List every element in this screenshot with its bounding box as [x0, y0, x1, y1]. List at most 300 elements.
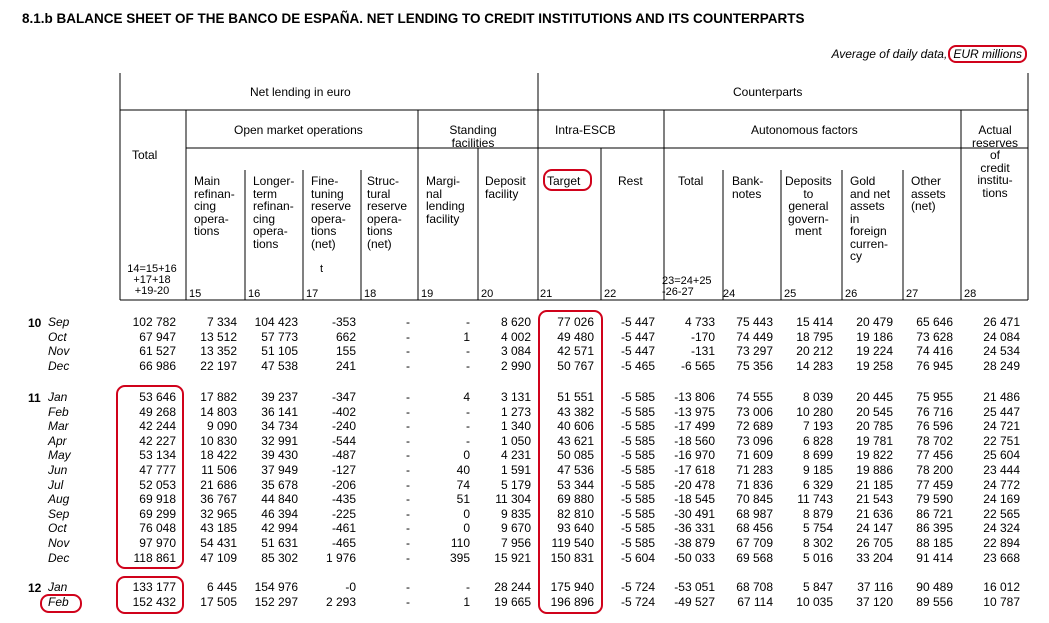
month-label: Sep: [48, 506, 70, 521]
table-cell: 2 990: [500, 358, 531, 373]
table-cell: -5 585: [620, 536, 655, 550]
table-cell: 1: [463, 329, 470, 344]
header-rest: Rest: [618, 174, 643, 188]
column-number: 20: [481, 288, 494, 300]
table-cell: 395: [449, 550, 470, 565]
year-label: 12: [28, 581, 42, 595]
table-cell: -5 585: [620, 433, 655, 448]
table-cell: 86 721: [916, 506, 953, 521]
table-cell: -30 491: [674, 506, 715, 521]
table-cell: 19 822: [856, 448, 893, 463]
month-label: Oct: [48, 329, 67, 344]
target-header-highlight: [543, 169, 592, 191]
table-cell: 67 947: [139, 329, 176, 344]
header-deposit-facility: Deposit facility: [485, 174, 526, 201]
table-cell: 71 836: [736, 477, 773, 492]
table-cell: 70 845: [736, 492, 773, 507]
table-cell: 19 665: [494, 594, 531, 609]
table-cell: 73 628: [916, 329, 953, 344]
table-cell: 46 394: [261, 506, 298, 521]
table-cell: 2 293: [325, 594, 356, 609]
table-cell: 93 640: [557, 521, 594, 536]
table-cell: -50 033: [674, 550, 715, 565]
table-cell: 22 197: [200, 358, 237, 373]
month-label: Jan: [48, 580, 68, 594]
table-cell: -240: [331, 419, 356, 434]
table-cell: 76 945: [916, 358, 953, 373]
month-label: Dec: [48, 358, 70, 373]
formula-total: 14=15+16 +17+18 +19-20: [127, 263, 177, 297]
table-cell: 79 590: [916, 492, 953, 507]
table-cell: 21 686: [200, 477, 237, 492]
table-cell: -5 585: [620, 506, 655, 521]
table-cell: -5 585: [620, 477, 655, 492]
formula-t: t: [320, 263, 324, 275]
table-cell: 69 880: [557, 492, 594, 507]
table-cell: -: [406, 580, 410, 594]
table-cell: -435: [331, 492, 356, 507]
table-cell: -: [466, 358, 470, 373]
table-cell: 50 085: [557, 448, 594, 463]
table-cell: 1: [463, 594, 470, 609]
table-cell: 22 751: [983, 433, 1020, 448]
table-cell: 19 781: [856, 433, 893, 448]
header-af-total: Total: [678, 174, 704, 188]
table-cell: 76 596: [916, 419, 953, 434]
table-cell: 74 449: [736, 329, 773, 344]
table-cell: 67 114: [737, 594, 773, 609]
table-cell: 51: [456, 492, 470, 507]
header-net-lending: Net lending in euro: [250, 85, 351, 99]
table-cell: -5 447: [620, 329, 655, 344]
table-cell: 1 050: [500, 433, 531, 448]
table-cell: 0: [463, 448, 470, 463]
table-cell: 28 249: [983, 358, 1020, 373]
table-cell: 47 538: [261, 358, 298, 373]
table-cell: 37 120: [856, 594, 893, 609]
table-cell: -: [406, 433, 410, 448]
table-cell: 86 395: [916, 521, 953, 536]
table-cell: 42 227: [139, 433, 176, 448]
table-cell: 241: [335, 358, 356, 373]
table-cell: 20 212: [796, 344, 833, 359]
table-cell: 110: [450, 536, 470, 550]
table-cell: -: [406, 492, 410, 507]
table-cell: 662: [335, 329, 356, 344]
column-number: 27: [906, 288, 919, 300]
table-cell: 10 830: [200, 433, 237, 448]
table-cell: 47 536: [557, 463, 594, 477]
table-cell: 75 443: [736, 315, 773, 329]
table-cell: 73 096: [736, 433, 773, 448]
table-cell: 17 882: [200, 390, 237, 404]
table-cell: -: [406, 536, 410, 550]
month-label: Jun: [48, 463, 68, 477]
table-cell: 37 116: [857, 580, 893, 594]
table-cell: 51 631: [261, 536, 298, 550]
table-cell: 32 965: [200, 506, 237, 521]
column-number: 19: [421, 288, 434, 300]
table-cell: 5 179: [500, 477, 531, 492]
table-cell: 9 670: [500, 521, 531, 536]
table-cell: -5 585: [620, 390, 655, 404]
table-cell: 4 231: [500, 448, 531, 463]
table-cell: 13 352: [200, 344, 237, 359]
table-cell: 42 994: [261, 521, 298, 536]
target-column-highlight: [538, 310, 603, 614]
table-cell: 82 810: [557, 506, 594, 521]
table-cell: -17 499: [674, 419, 715, 434]
table-cell: 50 767: [557, 358, 594, 373]
table-cell: 9 090: [206, 419, 237, 434]
table-cell: 8 620: [500, 315, 531, 329]
table-cell: 20 785: [856, 419, 893, 434]
table-cell: 20 445: [856, 390, 893, 404]
table-cell: 69 299: [139, 506, 176, 521]
header-longer-term: Longer- term refinan- cing opera- tions: [253, 174, 295, 251]
table-cell: -5 585: [620, 448, 655, 463]
column-number: 25: [784, 288, 797, 300]
column-number: 24: [723, 288, 736, 300]
table-cell: 47 777: [139, 463, 176, 477]
table-cell: -: [466, 404, 470, 419]
table-cell: -: [466, 433, 470, 448]
table-cell: 68 987: [736, 506, 773, 521]
table-cell: 11 304: [495, 492, 531, 507]
table-cell: 78 200: [916, 463, 953, 477]
column-number: 18: [364, 288, 377, 300]
header-gold-foreign: Gold and net assets in foreign curren- cy: [850, 174, 891, 263]
table-cell: 1 976: [325, 550, 356, 565]
table-cell: 67 709: [736, 536, 773, 550]
table-cell: 9 835: [500, 506, 531, 521]
table-cell: -13 806: [674, 390, 715, 404]
table-cell: 7 193: [802, 419, 833, 434]
month-label: Nov: [48, 536, 70, 550]
table-cell: -: [406, 329, 410, 344]
column-number: 26: [845, 288, 858, 300]
table-cell: 35 678: [261, 477, 298, 492]
table-cell: -5 724: [620, 580, 655, 594]
table-cell: 23 668: [983, 550, 1020, 565]
month-label: Feb: [48, 404, 69, 419]
units-note-units: EUR millions: [948, 45, 1027, 63]
table-cell: -347: [331, 390, 356, 404]
table-cell: -0: [345, 580, 356, 594]
table-cell: -5 585: [620, 419, 655, 434]
table-cell: 71 609: [736, 448, 773, 463]
table-cell: -: [406, 506, 410, 521]
header-other-assets: Other assets (net): [911, 174, 946, 213]
table-cell: 51 551: [557, 390, 594, 404]
table-cell: 39 430: [261, 448, 298, 463]
table-cell: 155: [335, 344, 356, 359]
table-cell: 4: [463, 390, 470, 404]
table-cell: 18 795: [796, 329, 833, 344]
table-cell: -: [406, 550, 410, 565]
table-cell: -5 465: [620, 358, 655, 373]
table-cell: -18 545: [674, 492, 715, 507]
year-label: 11: [28, 391, 41, 405]
table-cell: 73 006: [736, 404, 773, 419]
table-cell: -206: [331, 477, 356, 492]
table-cell: 8 699: [802, 448, 833, 463]
month-label: May: [48, 448, 71, 463]
table-cell: -36 331: [674, 521, 715, 536]
table-cell: -20 478: [674, 477, 715, 492]
table-cell: -: [406, 344, 410, 359]
table-cell: 74: [456, 477, 470, 492]
column-number: 22: [604, 288, 617, 300]
header-structural: Struc- tural reserve opera- tions (net): [367, 174, 408, 251]
table-cell: 72 689: [736, 419, 773, 434]
table-cell: -: [406, 404, 410, 419]
table-cell: 34 734: [261, 419, 298, 434]
table-cell: 90 489: [916, 580, 953, 594]
table-cell: 40: [456, 463, 470, 477]
table-cell: 28 244: [494, 580, 531, 594]
table-cell: -17 618: [674, 463, 715, 477]
table-cell: -487: [331, 448, 356, 463]
table-cell: 8 879: [802, 506, 833, 521]
table-cell: 77 026: [557, 315, 594, 329]
month-label: Dec: [48, 550, 70, 565]
table-cell: 65 646: [916, 315, 953, 329]
table-cell: 52 053: [139, 477, 176, 492]
table-cell: 1 340: [500, 419, 531, 434]
table-cell: 9 185: [802, 463, 833, 477]
table-cell: 74 416: [916, 344, 953, 359]
header-intra-escb: Intra-ESCB: [555, 123, 616, 137]
table-cell: -353: [331, 315, 356, 329]
table-cell: 196 896: [550, 594, 594, 609]
table-cell: 152 432: [132, 594, 176, 609]
table-cell: 91 414: [916, 550, 953, 565]
table-cell: -: [466, 315, 470, 329]
table-cell: -49 527: [674, 594, 715, 609]
table-cell: 23 444: [983, 463, 1020, 477]
table-cell: 75 955: [916, 390, 953, 404]
table-cell: 0: [463, 506, 470, 521]
table-cell: -: [406, 448, 410, 463]
feb-2012-highlight: [40, 594, 82, 613]
table-cell: 53 344: [557, 477, 594, 492]
table-cell: 20 545: [856, 404, 893, 419]
table-cell: 32 991: [261, 433, 298, 448]
table-cell: 39 237: [261, 390, 298, 404]
table-cell: 4 002: [500, 329, 531, 344]
table-cell: 175 940: [550, 580, 594, 594]
header-banknotes: Bank- notes: [732, 174, 764, 201]
table-cell: -225: [331, 506, 356, 521]
table-cell: 20 479: [856, 315, 893, 329]
table-cell: 25 447: [983, 404, 1020, 419]
table-cell: 61 527: [139, 344, 176, 359]
month-label: Nov: [48, 344, 70, 359]
table-cell: 44 840: [261, 492, 298, 507]
table-cell: -127: [331, 463, 356, 477]
total-2012-highlight: [116, 576, 184, 614]
table-cell: -: [466, 580, 470, 594]
table-cell: 73 297: [736, 344, 773, 359]
table-cell: 89 556: [916, 594, 953, 609]
table-cell: -: [406, 358, 410, 373]
table-cell: 15 921: [494, 550, 531, 565]
table-cell: -: [406, 390, 410, 404]
table-cell: 21 486: [983, 390, 1020, 404]
table-cell: 119 540: [551, 536, 594, 550]
table-cell: -465: [331, 536, 356, 550]
table-cell: 6 828: [802, 433, 833, 448]
table-cell: 49 480: [557, 329, 594, 344]
table-cell: 8 302: [802, 536, 833, 550]
table-cell: 43 382: [557, 404, 594, 419]
header-autonomous-factors: Autonomous factors: [751, 123, 858, 137]
header-deposits-government: Deposits to general govern- ment: [785, 174, 832, 238]
table-cell: 77 459: [916, 477, 953, 492]
table-cell: 77 456: [916, 448, 953, 463]
table-cell: 97 970: [139, 536, 176, 550]
table-cell: -544: [331, 433, 356, 448]
table-cell: 18 422: [200, 448, 237, 463]
table-cell: 17 505: [200, 594, 237, 609]
table-cell: 8 039: [802, 390, 833, 404]
table-cell: -5 585: [620, 492, 655, 507]
month-label: Oct: [48, 521, 67, 536]
table-cell: 24 084: [983, 329, 1020, 344]
table-cell: 36 141: [261, 404, 298, 419]
month-label: Mar: [48, 419, 69, 434]
month-label: Jan: [48, 390, 68, 404]
table-cell: 54 431: [200, 536, 237, 550]
table-cell: 11 743: [797, 492, 833, 507]
table-cell: -5 447: [620, 344, 655, 359]
table-cell: 14 283: [796, 358, 833, 373]
header-target: Target: [547, 174, 581, 188]
table-cell: 6 445: [206, 580, 237, 594]
column-number: 17: [306, 288, 319, 300]
units-note-prefix: Average of daily data,: [831, 47, 948, 61]
table-cell: 43 621: [557, 433, 594, 448]
table-cell: 150 831: [550, 550, 594, 565]
table-cell: 24 324: [983, 521, 1020, 536]
table-cell: 69 918: [139, 492, 176, 507]
table-cell: 88 185: [916, 536, 953, 550]
table-cell: 7 334: [206, 315, 237, 329]
table-cell: 49 268: [139, 404, 176, 419]
table-cell: 24 772: [983, 477, 1020, 492]
table-cell: 43 185: [200, 521, 237, 536]
table-cell: 85 302: [261, 550, 298, 565]
table-cell: 118 861: [133, 550, 176, 565]
table-cell: 68 456: [736, 521, 773, 536]
table-cell: 37 949: [261, 463, 298, 477]
table-cell: -5 585: [620, 463, 655, 477]
header-total: Total: [132, 148, 158, 162]
table-cell: 42 571: [557, 344, 594, 359]
table-cell: 102 782: [132, 315, 176, 329]
table-cell: -5 585: [620, 404, 655, 419]
table-cell: 57 773: [261, 329, 298, 344]
month-label: Apr: [48, 433, 67, 448]
table-cell: 51 105: [261, 344, 298, 359]
table-cell: -: [406, 315, 410, 329]
header-actual-reserves: Actual reserves of credit institu- tions: [971, 123, 1018, 200]
table-cell: 15 414: [796, 315, 833, 329]
table-cell: 10 280: [796, 404, 833, 419]
column-number: 15: [189, 288, 202, 300]
table-cell: 21 543: [856, 492, 893, 507]
table-cell: -5 604: [620, 550, 655, 565]
table-cell: 14 803: [200, 404, 237, 419]
table-cell: 24 534: [983, 344, 1020, 359]
month-label: Jul: [48, 477, 64, 492]
table-cell: -131: [690, 344, 715, 359]
header-main-refinancing: Main refinan- cing opera- tions: [194, 174, 235, 238]
table-cell: 13 512: [200, 329, 237, 344]
table-cell: 76 716: [916, 404, 953, 419]
table-cell: 25 604: [983, 448, 1020, 463]
header-fine-tuning: Fine- tuning reserve opera- tions (net): [311, 174, 352, 251]
month-label: Aug: [48, 492, 70, 507]
column-number: 16: [248, 288, 261, 300]
header-standing-facilities: Standing facilities: [449, 123, 497, 150]
table-cell: -13 975: [674, 404, 715, 419]
table-cell: 66 986: [139, 358, 176, 373]
table-cell: 104 423: [254, 315, 298, 329]
table-cell: 0: [463, 521, 470, 536]
table-cell: 154 976: [254, 580, 298, 594]
table-cell: 5 016: [802, 550, 833, 565]
year-label: 10: [28, 316, 42, 330]
table-cell: 1 591: [500, 463, 531, 477]
header-open-market: Open market operations: [234, 123, 363, 137]
month-label: Feb: [48, 594, 69, 609]
table-cell: 40 606: [557, 419, 594, 434]
table-cell: 47 109: [200, 550, 237, 565]
table-cell: 4 733: [684, 315, 715, 329]
table-cell: 1 273: [500, 404, 531, 419]
table-cell: 7 956: [500, 536, 531, 550]
table-cell: -5 447: [620, 315, 655, 329]
table-cell: 71 283: [736, 463, 773, 477]
table-cell: 22 565: [983, 506, 1020, 521]
table-cell: -6 565: [680, 358, 715, 373]
table-cell: 11 506: [201, 463, 237, 477]
table-cell: -18 560: [674, 433, 715, 448]
table-cell: 53 134: [139, 448, 176, 463]
table-cell: 21 636: [856, 506, 893, 521]
table-cell: 22 894: [983, 536, 1020, 550]
table-cell: 26 705: [856, 536, 893, 550]
table-cell: 33 204: [856, 550, 893, 565]
table-cell: 24 169: [983, 492, 1020, 507]
table-cell: 6 329: [802, 477, 833, 492]
table-cell: 75 356: [736, 358, 773, 373]
table-cell: -: [406, 419, 410, 434]
column-number: 28: [964, 288, 977, 300]
table-cell: 19 224: [856, 344, 893, 359]
table-cell: -: [406, 594, 410, 609]
table-cell: 74 555: [736, 390, 773, 404]
column-number: 21: [540, 288, 553, 300]
table-cell: 152 297: [254, 594, 298, 609]
table-cell: -402: [331, 404, 356, 419]
table-cell: 10 035: [796, 594, 833, 609]
header-counterparts: Counterparts: [733, 85, 803, 99]
table-cell: 133 177: [132, 580, 176, 594]
table-cell: -: [406, 463, 410, 477]
